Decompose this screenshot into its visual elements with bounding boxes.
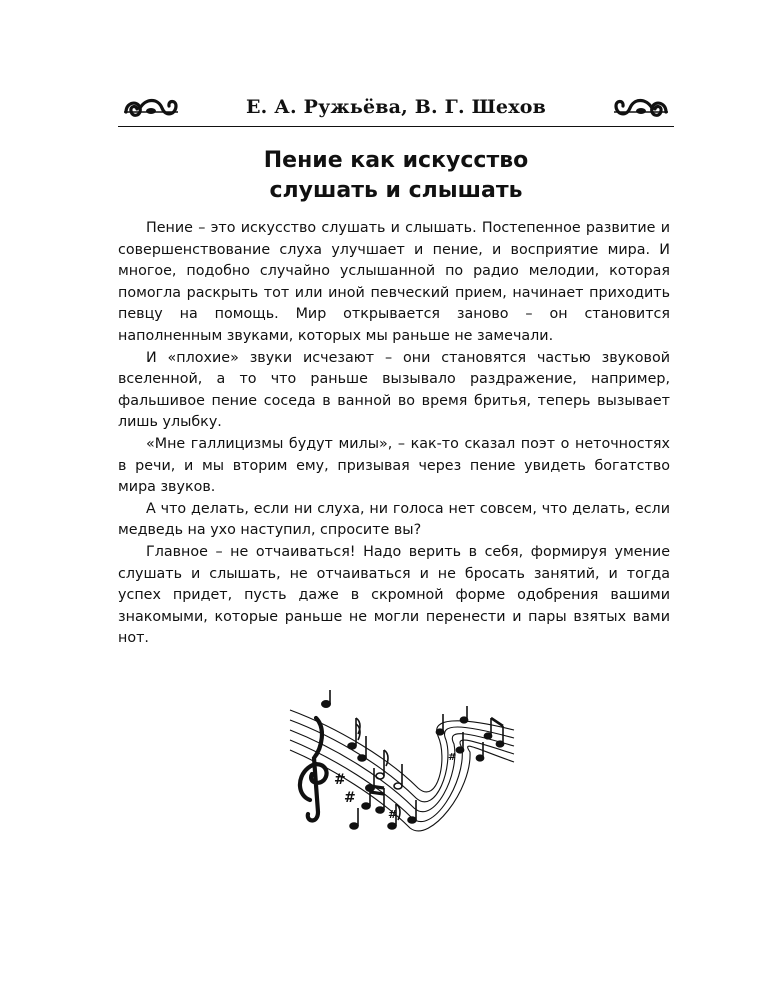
header-authors: Е. А. Ружьёва, В. Г. Шехов xyxy=(246,96,546,118)
music-staff-illustration xyxy=(288,688,516,844)
treble-clef-icon xyxy=(300,718,327,821)
running-header xyxy=(118,92,674,128)
header-rule xyxy=(118,126,674,127)
svg-text:#: # xyxy=(344,790,356,806)
paragraph: Главное – не отчаиваться! Надо верить в себя, формируя умение слушать и слышать, не отчаиваться и не бросать занятий, и тогда успех придет, пусть даже в скромной форме одобрения вашими знакомыми, которые раньше не могли перенести и пары взятых вами нот. xyxy=(118,543,670,647)
ornament-right-icon xyxy=(612,92,670,122)
svg-text:#: # xyxy=(448,752,457,763)
paragraph: А что делать, если ни слуха, ни голоса нет совсем, что делать, если медведь на ухо наступил, спросите вы? xyxy=(118,500,670,539)
svg-text:#: # xyxy=(388,808,398,821)
body-text xyxy=(118,218,670,650)
chapter-title-line-1: Пение как искусство xyxy=(263,148,529,173)
paragraph: Пение – это искусство слушать и слышать. Постепенное развитие и совершенствование слуха улучшает и пение, и восприятие мира. И многое, подобно случайно услышанной по радио мелодии, которая помогла раскрыть тот или иной певческий прием, начинает приходить певцу на помощь. Мир открывается заново – он становится наполненным звуками, которых мы раньше не замечали. xyxy=(118,220,670,344)
paragraph: «Мне галлицизмы будут милы», – как-то сказал поэт о неточностях в речи, и мы вторим ему, призывая через пение увидеть богатство мира звуков. xyxy=(118,435,670,496)
svg-text:#: # xyxy=(334,772,346,788)
paragraph: И «плохие» звуки исчезают – они становятся частью звуковой вселенной, а то что раньше вызывало раздражение, например, фальшивое пение соседа в ванной во время бритья, теперь вызывает лишь улыбку. xyxy=(118,349,670,431)
chapter-title-line-2: слушать и слышать xyxy=(269,178,523,203)
